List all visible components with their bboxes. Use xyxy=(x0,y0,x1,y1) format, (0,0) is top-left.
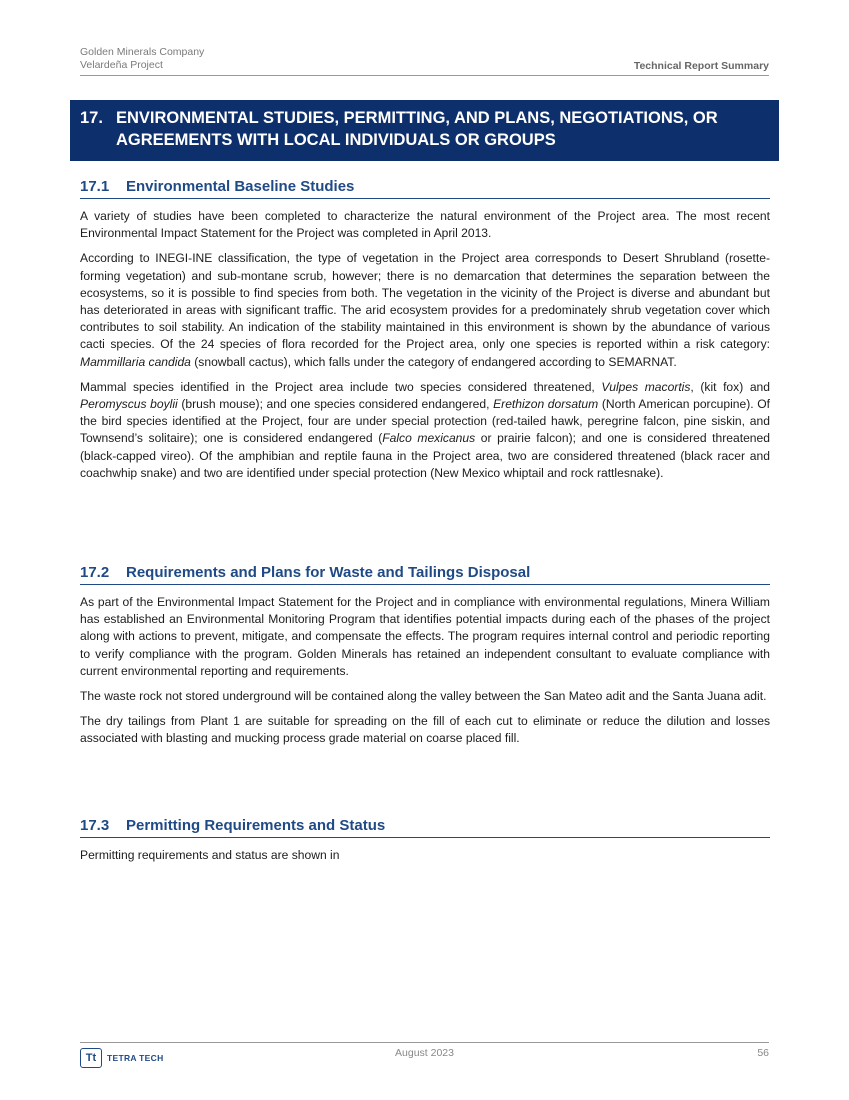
species-name: Falco mexicanus xyxy=(382,431,476,446)
paragraph: As part of the Environmental Impact Statement for the Project and in compliance with environmental regulations, Minera William has established an Environmental Monitoring Program that identifies potential impacts during each of the phases of the project along with actions to prevent, mitigate, and compensate the effects. The program requires internal control and periodic reporting to verify compliance with the program. Golden Minerals has retained an independent consultant to evaluate compliance with current environmental reporting and requirements. xyxy=(80,595,770,678)
logo-text: TETRA TECH xyxy=(107,1053,164,1063)
paragraph: A variety of studies have been completed to characterize the natural environment of the Project area. The most recent Environmental Impact Statement for the Project was completed in April 2013. xyxy=(80,209,770,241)
chapter-number: 17. xyxy=(80,109,103,127)
section-number: 17.2 xyxy=(80,564,110,581)
footer-date: August 2023 xyxy=(395,1047,454,1059)
company-name: Golden Minerals Company xyxy=(80,46,205,58)
paragraph: The waste rock not stored underground will be contained along the valley between the San Mateo adit and the Santa Juana adit. xyxy=(80,689,767,704)
section-17-2 xyxy=(80,564,770,748)
chapter-banner xyxy=(70,100,779,161)
section-title: Requirements and Plans for Waste and Tailings Disposal xyxy=(126,564,531,581)
section-17-1 xyxy=(80,178,770,482)
paragraph: The dry tailings from Plant 1 are suitable for spreading on the fill of each cut to eliminate or reduce the dilution and losses associated with blasting and mucking process grade material on coarse placed fill. xyxy=(80,714,770,746)
species-name: Peromyscus boylii xyxy=(80,397,178,412)
header-divider xyxy=(80,75,769,76)
project-name: Velardeña Project xyxy=(80,59,163,71)
page-number: 56 xyxy=(757,1047,769,1059)
species-name: Erethizon dorsatum xyxy=(493,397,599,412)
paragraph: Permitting requirements and status are shown in xyxy=(80,848,340,862)
chapter-title-line1: ENVIRONMENTAL STUDIES, PERMITTING, AND PLANS, NEGOTIATIONS, OR xyxy=(116,109,718,127)
section-heading xyxy=(80,178,770,199)
chapter-title-line2: AGREEMENTS WITH LOCAL INDIVIDUALS OR GROUPS xyxy=(116,131,556,149)
section-number: 17.3 xyxy=(80,817,110,834)
section-title: Permitting Requirements and Status xyxy=(126,817,386,834)
header-left xyxy=(80,46,204,72)
report-type: Technical Report Summary xyxy=(633,60,769,72)
footer-divider xyxy=(80,1042,769,1043)
section-heading xyxy=(80,564,770,585)
section-17-3 xyxy=(80,817,770,864)
section-number: 17.1 xyxy=(80,178,110,195)
section-heading xyxy=(80,817,770,838)
species-name: Mammillaria candida xyxy=(80,354,191,369)
section-title: Environmental Baseline Studies xyxy=(126,178,355,195)
paragraph: According to INEGI-INE classification, the type of vegetation in the Project area corresponds to Desert Shrubland (rosette-forming vegetation) and sub-montane scrub, however; there is no demarcation that determines the separation between the ecosystems, so it is possible to find species from both. The vegetation in the vicinity of the Project is diverse and abundant but has deteriorated in areas with significant traffic. The arid ecosystem provides for a predominately shrub vegetation cover which contributes to soil stability. An indication of the stability maintained in this environment is shown by the abundance of various cacti species. Of the 24 species of flora recorded for the Project area, only one species is reported within a risk category: Mammillaria candida (snowball cactus), which falls under the category of endangered according to SEMARNAT. xyxy=(80,251,770,369)
species-name: Vulpes macortis xyxy=(601,379,691,394)
paragraph: Mammal species identified in the Project area include two species considered threatened, Vulpes macortis, (kit fox) and Peromyscus boylii (brush mouse); and one species considered endangered, Erethizon dorsatum (North American porcupine). Of the bird species identified at the Project, four are under special protection (red-tailed hawk, peregrine falcon, pine siskin, and Townsend’s solitaire); one is considered endangered (Falco mexicanus or prairie falcon); and one is considered threatened (black-capped vireo). Of the amphibian and reptile fauna in the Project area, two are considered threatened (black racer and coachwhip snake) and two are identified under special protection (New Mexico whiptail and rock rattlesnake). xyxy=(80,379,770,480)
logo-mark: Tt xyxy=(80,1048,102,1068)
